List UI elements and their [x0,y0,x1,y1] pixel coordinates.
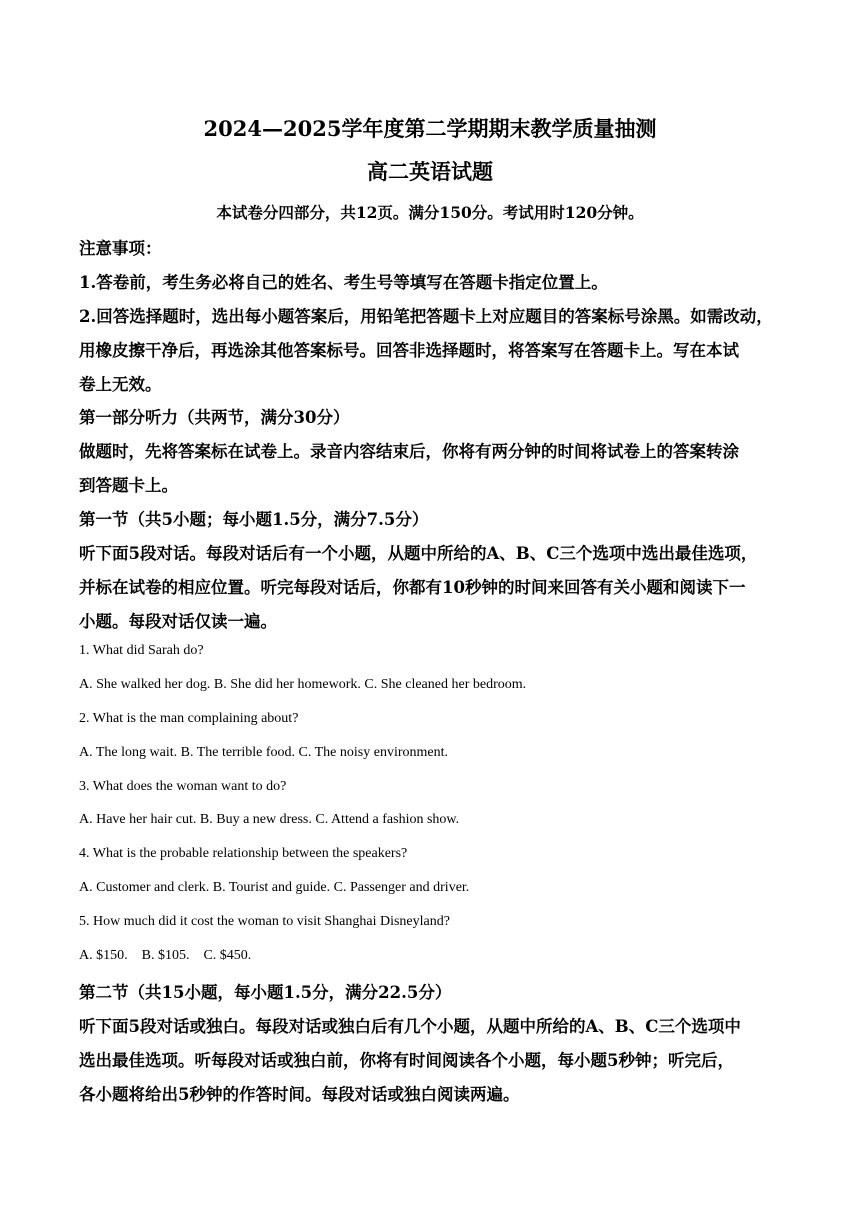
notes-item-2-line-1: 2.回答选择题时，选出每小题答案后，用铅笔把答题卡上对应题目的答案标号涂黑。如需改动， [79,307,773,326]
exam-subtitle: 高二英语试题 [367,159,493,184]
section2-intro-line-1: 听下面5段对话或独白。每段对话或独白后有几个小题，从题中所给的A、B、C三个选项中 [79,1017,741,1036]
part1-intro-line-2: 到答题卡上。 [79,476,178,495]
question-1-options: A. She walked her dog. B. She did her homework. C. She cleaned her bedroom. [79,677,527,692]
question-4-text: 4. What is the probable relationship between the speakers? [79,846,408,861]
question-1-text: 1. What did Sarah do? [79,643,204,658]
section2-heading: 第二节（共15小题，每小题1.5分，满分22.5分） [79,983,452,1002]
question-5-options: A. $150. B. $105. C. $450. [79,948,252,963]
notes-item-1: 1.答卷前，考生务必将自己的姓名、考生号等填写在答题卡指定位置上。 [79,273,608,292]
notes-item-2-line-2: 用橡皮擦干净后，再选涂其他答案标号。回答非选择题时，将答案写在答题卡上。写在本试 [79,341,739,360]
exam-title: 2024—2025学年度第二学期期末教学质量抽测 [203,116,657,141]
notes-heading: 注意事项： [79,239,162,258]
question-5-text: 5. How much did it cost the woman to visit Shanghai Disneyland? [79,914,450,929]
section1-intro-line-3: 小题。每段对话仅读一遍。 [79,612,277,631]
question-3-options: A. Have her hair cut. B. Buy a new dress. C. Attend a fashion show. [79,812,460,827]
part1-heading: 第一部分听力（共两节，满分30分） [79,408,350,427]
question-3-text: 3. What does the woman want to do? [79,779,287,794]
question-2-text: 2. What is the man complaining about? [79,711,299,726]
section1-intro-line-1: 听下面5段对话。每段对话后有一个小题，从题中所给的A、B、C三个选项中选出最佳选项， [79,544,758,563]
section2-intro-line-2: 选出最佳选项。听每段对话或独白前，你将有时间阅读各个小题，每小题5秒钟；听完后， [79,1051,734,1070]
section2-intro-line-3: 各小题将给出5秒钟的作答时间。每段对话或独白阅读两遍。 [79,1085,520,1104]
question-2-options: A. The long wait. B. The terrible food. C. The noisy environment. [79,745,448,760]
section1-heading: 第一节（共5小题；每小题1.5分，满分7.5分） [79,510,429,529]
exam-info: 本试卷分四部分，共12页。满分150分。考试用时120分钟。 [216,203,644,222]
section1-intro-line-2: 并标在试卷的相应位置。听完每段对话后，你都有10秒钟的时间来回答有关小题和阅读下一 [79,578,746,597]
part1-intro-line-1: 做题时，先将答案标在试卷上。录音内容结束后，你将有两分钟的时间将试卷上的答案转涂 [79,442,739,461]
question-4-options: A. Customer and clerk. B. Tourist and guide. C. Passenger and driver. [79,880,470,895]
notes-item-2-line-3: 卷上无效。 [79,375,162,394]
